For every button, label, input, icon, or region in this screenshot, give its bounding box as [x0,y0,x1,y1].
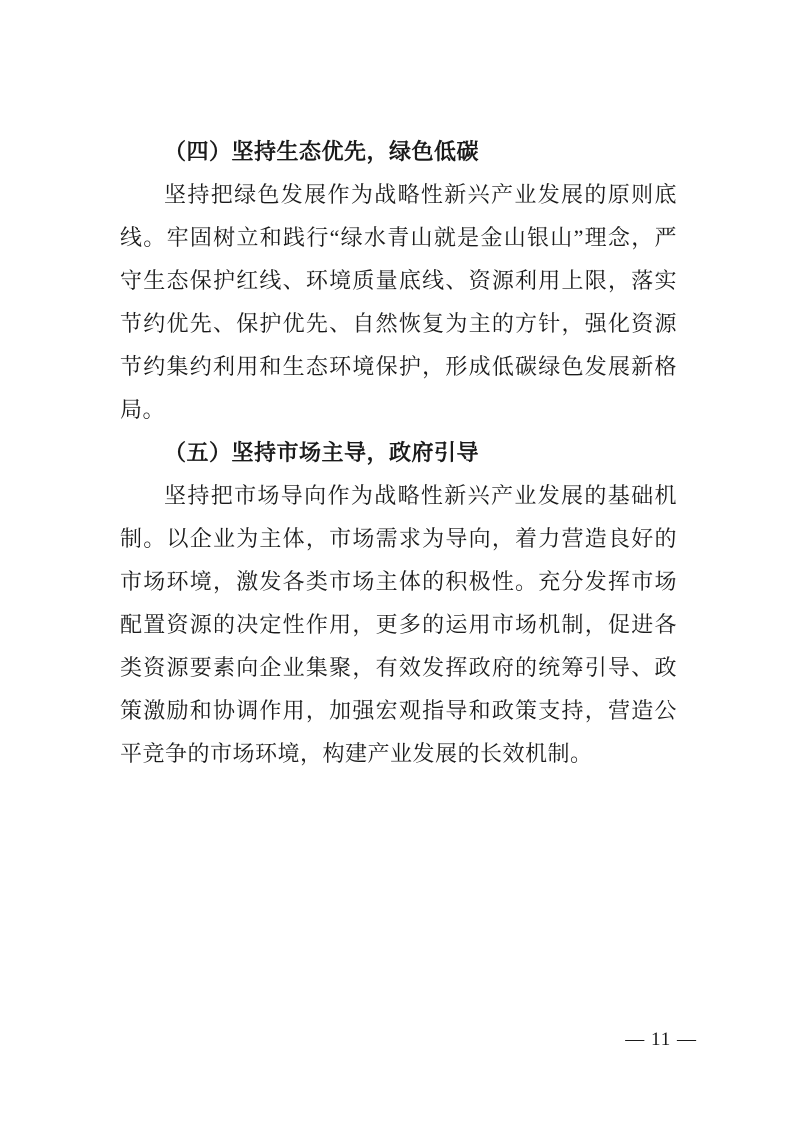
section-5 [120,431,677,775]
document-content [120,130,677,775]
section-4-heading: （四）坚持生态优先，绿色低碳 [164,139,480,164]
section-5-heading: （五）坚持市场主导，政府引导 [164,440,480,465]
section-4 [120,130,677,431]
page-number: — 11 — [625,1029,697,1050]
section-5-paragraph: 坚持把市场导向作为战略性新兴产业发展的基础机制。以企业为主体，市场需求为导向，着力营造良好的市场环境，激发各类市场主体的积极性。充分发挥市场配置资源的决定性作用，更多的运用市场机制，促进各类资源要素向企业集聚，有效发挥政府的统筹引导、政策激励和协调作用，加强宏观指导和政策支持，营造公平竞争的市场环境，构建产业发展的长效机制。 [120,483,677,766]
section-4-paragraph: 坚持把绿色发展作为战略性新兴产业发展的原则底线。牢固树立和践行“绿水青山就是金山银山”理念，严守生态保护红线、环境质量底线、资源利用上限，落实节约优先、保护优先、自然恢复为主的方针，强化资源节约集约利用和生态环境保护，形成低碳绿色发展新格局。 [120,182,677,422]
